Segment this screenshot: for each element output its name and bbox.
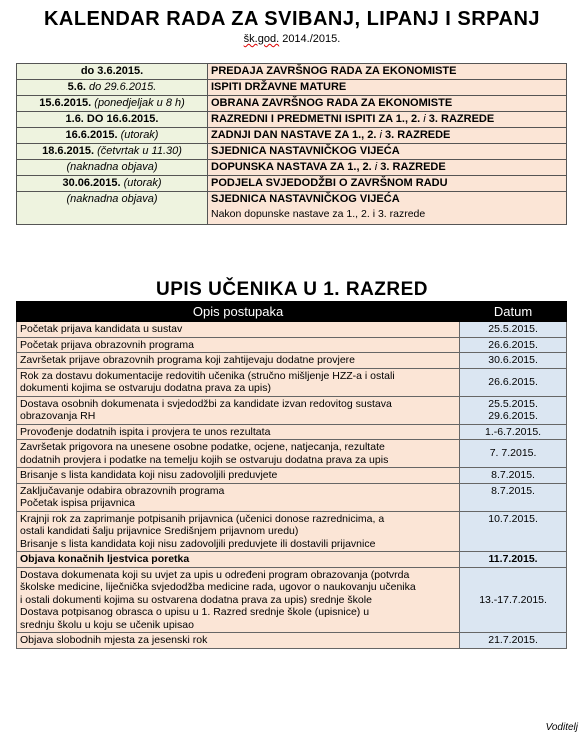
calendar-event-note: Nakon dopunske nastave za 1., 2. i 3. razrede: [211, 208, 426, 220]
upis-description-line: Provođenje dodatnih ispita i provjera te unos rezultata: [20, 425, 271, 438]
upis-header-row: [17, 302, 567, 322]
calendar-row: [17, 192, 567, 225]
calendar-event-italic: i: [420, 113, 426, 125]
upis-date: 29.6.2015.: [488, 410, 538, 422]
upis-date-cell: [460, 353, 567, 369]
upis-date-cell: [460, 337, 567, 353]
upis-date: 30.6.2015.: [488, 354, 538, 366]
calendar-event-cell: [208, 80, 567, 96]
upis-description-line: Početak prijava obrazovnih programa: [20, 338, 194, 351]
upis-description-line: Rok za dostavu dokumentacije redovitih učenika (stručno mišljenje HZZ-a i ostali: [20, 369, 395, 382]
upis-description-line: ostali kandidati šalju prijavnice Središnjem prijavnom uredu): [20, 525, 299, 537]
calendar-date: 18.6.2015.: [42, 145, 95, 157]
upis-description-cell: [17, 353, 460, 369]
calendar-event-cell: [208, 96, 567, 112]
upis-date-cell: [460, 511, 567, 552]
upis-row: [17, 337, 567, 353]
upis-description-line: Objava konačnih ljestvica poretka: [20, 553, 190, 565]
calendar-event-italic: i: [371, 161, 378, 173]
upis-date-cell: [460, 552, 567, 568]
calendar-event: SJEDNICA NASTAVNIČKOG VIJEĆA: [211, 145, 400, 157]
upis-date: 21.7.2015.: [488, 634, 538, 646]
calendar-event-cell: [208, 128, 567, 144]
calendar-row: [17, 144, 567, 160]
page-title: KALENDAR RADA ZA SVIBANJ, LIPANJ I SRPANJ: [43, 8, 541, 30]
school-year-value: 2014./2015.: [279, 33, 341, 45]
calendar-date-cell: [17, 128, 208, 144]
calendar-event-cell: [208, 176, 567, 192]
calendar-event: ZADNJI DAN NASTAVE ZA 1., 2.: [211, 129, 377, 141]
upis-table: [16, 301, 567, 649]
calendar-date-cell: [17, 144, 208, 160]
calendar-date: 5.6.: [67, 81, 86, 93]
upis-description-line: Brisanje s lista kandidata koji nisu zadovoljili preduvjete ili dostavili prijavnice: [20, 537, 376, 550]
upis-date-cell: [460, 468, 567, 484]
school-year: [0, 33, 584, 45]
upis-row: [17, 483, 567, 511]
upis-description-line: dodatnih provjera i podatke na temelju kojih se ostvaruju dodatna prava za upis: [20, 453, 389, 466]
upis-date: 26.6.2015.: [488, 338, 538, 351]
calendar-event: OBRANA ZAVRŠNOG RADA ZA EKONOMISTE: [211, 97, 453, 109]
calendar-date-note: (utorak): [120, 177, 162, 189]
upis-date: 11.7.2015.: [488, 553, 538, 565]
upis-description-line: srednju školu u koju se učenik upisao: [20, 618, 194, 631]
calendar-event: SJEDNICA NASTAVNIČKOG VIJEĆA: [211, 193, 400, 205]
upis-date-cell: [460, 633, 567, 649]
calendar-row: [17, 176, 567, 192]
upis-row: [17, 468, 567, 484]
calendar-row: [17, 128, 567, 144]
calendar-date: 16.6.2015.: [65, 129, 118, 141]
upis-date: 8.7.2015.: [491, 469, 535, 481]
calendar-row: [17, 80, 567, 96]
upis-date: 7. 7.2015.: [489, 447, 537, 460]
calendar-date: do 3.6.2015.: [80, 65, 144, 77]
upis-date: 26.6.2015.: [488, 375, 538, 388]
calendar-row: [17, 64, 567, 80]
upis-description-cell: [17, 424, 460, 440]
upis-description-line: Početak ispisa prijavnica: [20, 497, 135, 509]
school-year-prefix: šk.god.: [243, 33, 280, 45]
calendar-date-cell: [17, 64, 208, 80]
upis-date-cell: [460, 368, 567, 396]
upis-description-cell: [17, 511, 460, 552]
calendar-event: DOPUNSKA NASTAVA ZA 1., 2.: [211, 161, 372, 173]
calendar-row: [17, 112, 567, 128]
upis-date: 13.-17.7.2015.: [479, 593, 547, 606]
upis-row: [17, 424, 567, 440]
calendar-event-cell: [208, 144, 567, 160]
col-datum-header: Datum: [460, 302, 567, 322]
calendar-date-cell: [17, 80, 208, 96]
upis-row: [17, 322, 567, 338]
upis-description-line: Zaključavanje odabira obrazovnih programa: [20, 484, 225, 497]
upis-description-line: Dostava potpisanog obrasca o upisu u 1. Razred srednje škole (upisnice) u: [20, 606, 370, 618]
upis-date: 8.7.2015.: [491, 484, 535, 497]
upis-description-line: Dostava dokumenata koji su uvjet za upis u određeni program obrazovanja (potvrda: [20, 568, 410, 581]
upis-date-cell: [460, 483, 567, 511]
upis-date-cell: [460, 396, 567, 424]
upis-date: 25.5.2015.: [488, 397, 538, 410]
upis-date-cell: [460, 567, 567, 633]
upis-description-cell: [17, 337, 460, 353]
upis-description-line: obrazovanja RH: [20, 410, 96, 422]
upis-row: [17, 368, 567, 396]
upis-description-line: Dostava osobnih dokumenata i svjedodžbi za kandidate izvan redovitog sustava: [20, 397, 392, 410]
calendar-date-cell: [17, 160, 208, 176]
signature: Voditelj: [545, 722, 578, 733]
calendar-date-cell: [17, 176, 208, 192]
upis-date: 1.-6.7.2015.: [485, 425, 542, 438]
calendar-event-cell: [208, 112, 567, 128]
calendar-date: 1.6. DO 16.6.2015.: [65, 113, 159, 125]
upis-description-cell: [17, 552, 460, 568]
upis-description-cell: [17, 368, 460, 396]
upis-description-line: dokumenti kojima se ostvaruju dodatna prava za upis): [20, 382, 271, 394]
upis-description-cell: [17, 396, 460, 424]
calendar-event: RAZREDNI I PREDMETNI ISPITI ZA 1., 2.: [211, 113, 421, 125]
upis-row: [17, 396, 567, 424]
upis-description-line: Početak prijava kandidata u sustav: [20, 323, 183, 335]
calendar-date-cell: [17, 96, 208, 112]
upis-description-cell: [17, 483, 460, 511]
calendar-date-note: (naknadna objava): [66, 193, 158, 205]
upis-description-line: školske medicine, liječnička svjedodžba medicine rada, ugovor o naukovanju učenika: [20, 581, 416, 593]
upis-description-cell: [17, 322, 460, 338]
upis-description-cell: [17, 567, 460, 633]
calendar-table: [16, 63, 567, 225]
calendar-row: [17, 96, 567, 112]
calendar-date-note: (utorak): [117, 129, 159, 141]
calendar-event-tail: 3. RAZREDE: [377, 161, 446, 173]
calendar-event-cell: [208, 64, 567, 80]
upis-description-line: Objava slobodnih mjesta za jesenski rok: [20, 634, 208, 646]
upis-row: [17, 552, 567, 568]
upis-date-cell: [460, 424, 567, 440]
calendar-date: 15.6.2015.: [39, 97, 92, 109]
upis-date-cell: [460, 440, 567, 468]
calendar-date-note: do 29.6.2015.: [86, 81, 157, 93]
upis-row: [17, 511, 567, 552]
upis-description-cell: [17, 633, 460, 649]
upis-row: [17, 353, 567, 369]
calendar-event-tail: 3. RAZREDE: [381, 129, 451, 141]
upis-description-line: i ostali dokumenti kojima su ostvarena dodatna prava za upis) srednje škole: [20, 593, 372, 606]
upis-row: [17, 567, 567, 633]
upis-title: UPIS UČENIKA U 1. RAZRED: [155, 279, 429, 300]
upis-date: 25.5.2015.: [488, 323, 538, 335]
calendar-date-note: (četvrtak u 11.30): [94, 145, 182, 157]
calendar-row: [17, 160, 567, 176]
calendar-event-italic: i: [376, 129, 382, 141]
calendar-date-cell: [17, 192, 208, 225]
upis-row: [17, 633, 567, 649]
calendar-date-note: (naknadna objava): [66, 161, 158, 173]
upis-description-cell: [17, 440, 460, 468]
upis-row: [17, 440, 567, 468]
calendar-event-cell: [208, 192, 567, 225]
calendar-date: 30.06.2015.: [62, 177, 121, 189]
upis-description-line: Završetak prijave obrazovnih programa koji zahtijevaju dodatne provjere: [20, 354, 356, 366]
calendar-event: PREDAJA ZAVRŠNOG RADA ZA EKONOMISTE: [211, 65, 457, 77]
calendar-event: PODJELA SVJEDODŽBI O ZAVRŠNOM RADU: [211, 177, 448, 189]
upis-date: 10.7.2015.: [488, 512, 538, 525]
upis-description-line: Brisanje s lista kandidata koji nisu zadovoljili preduvjete: [20, 469, 278, 481]
calendar-event-tail: 3. RAZREDE: [425, 113, 495, 125]
col-opis-header: Opis postupaka: [17, 302, 460, 322]
calendar-event: ISPITI DRŽAVNE MATURE: [211, 81, 347, 93]
upis-description-cell: [17, 468, 460, 484]
calendar-event-cell: [208, 160, 567, 176]
upis-date-cell: [460, 322, 567, 338]
calendar-date-note: (ponedjeljak u 8 h): [91, 97, 185, 109]
upis-description-line: Završetak prigovora na unesene osobne podatke, ocjene, natjecanja, rezultate: [20, 441, 385, 453]
upis-description-line: Krajnji rok za zaprimanje potpisanih prijavnica (učenici donose razrednicima, a: [20, 512, 385, 525]
calendar-date-cell: [17, 112, 208, 128]
